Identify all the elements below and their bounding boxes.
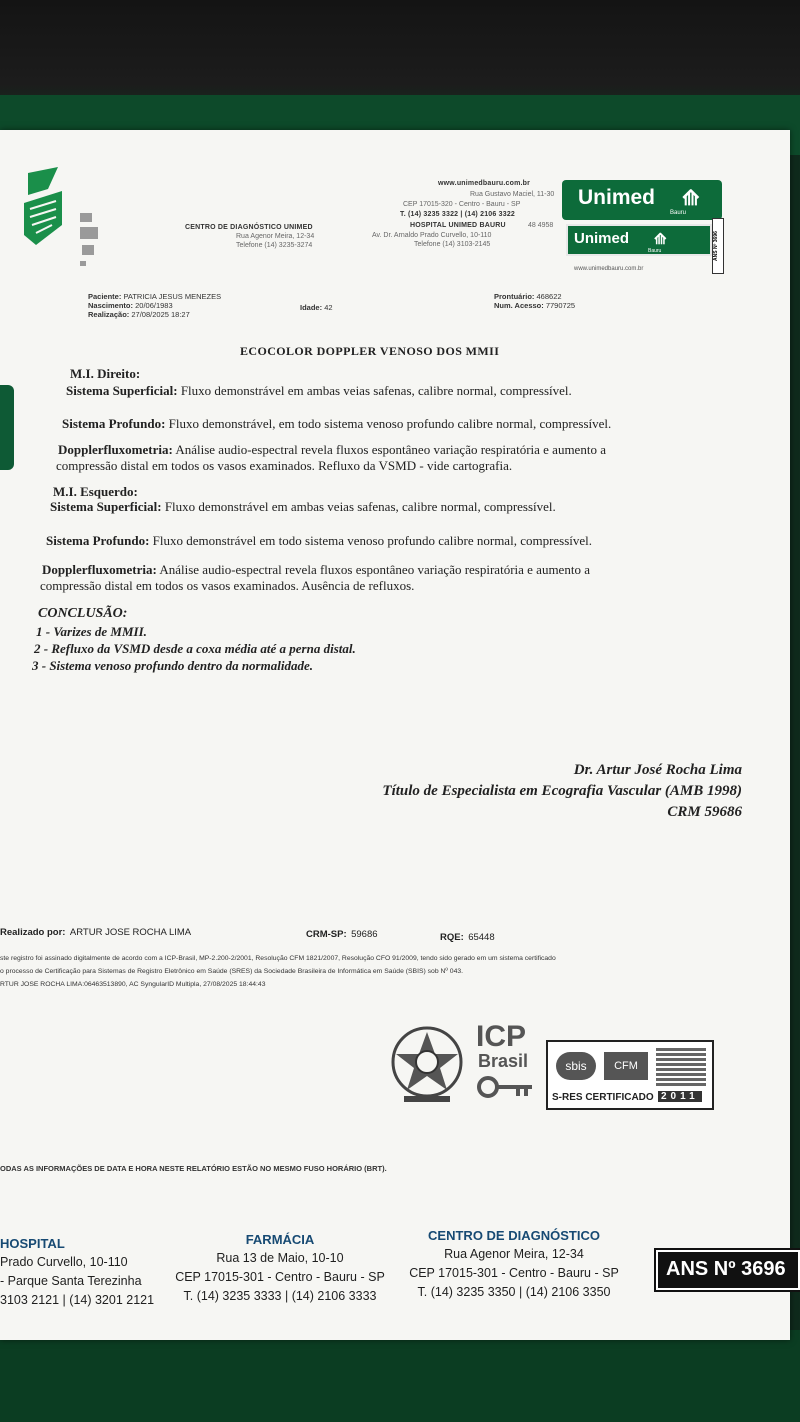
right-doppler-line bbox=[58, 442, 606, 457]
unimed-brand: Unimed bbox=[578, 186, 656, 209]
unimed-cep: CEP 17015-320 - Centro - Bauru - SP bbox=[403, 201, 521, 208]
record-value: 468622 bbox=[536, 292, 562, 301]
right-deep-line bbox=[62, 416, 611, 431]
patient-name: PATRICIA JESUS MENEZES bbox=[123, 292, 222, 301]
signature-block bbox=[300, 760, 742, 823]
access-label: Num. Acesso: bbox=[494, 301, 544, 310]
key-icon bbox=[476, 1074, 536, 1100]
certification-seals bbox=[386, 1020, 716, 1112]
footer-ans-badge: ANS Nº 3696 bbox=[656, 1250, 800, 1290]
desk-background-bottom bbox=[0, 1330, 800, 1422]
right-superficial-text: Fluxo demonstrável em ambas veias safenas, calibre normal, compressível. bbox=[177, 383, 572, 398]
crm-sp bbox=[306, 924, 378, 942]
crm-sp-value: 59686 bbox=[351, 929, 378, 940]
footer-pharmacy-line-1: Rua 13 de Maio, 10-10 bbox=[216, 1251, 344, 1265]
sres-year: 2011 bbox=[658, 1091, 702, 1102]
footer-pharmacy bbox=[165, 1230, 395, 1306]
unimed-brand-secondary: Unimed bbox=[574, 230, 630, 247]
rqe bbox=[440, 927, 495, 945]
unimed-symbol-icon: ⟰ bbox=[682, 187, 700, 210]
access-value: 7790725 bbox=[545, 301, 576, 310]
record-label: Prontuário: bbox=[494, 292, 535, 301]
report-title: ECOCOLOR DOPPLER VENOSO DOS MMII bbox=[240, 344, 500, 358]
certification-line-2: o processo de Certificação para Sistemas de Registro Eletrônico em Saúde (SRES) da Sociedade Brasileira de Informática em Saúde (SBIS) sob Nº 043. bbox=[0, 968, 464, 975]
seal-stripes bbox=[656, 1048, 706, 1086]
unimed-logo-main bbox=[562, 180, 722, 220]
unimed-city: Bauru bbox=[670, 210, 687, 216]
patient-block bbox=[88, 292, 221, 319]
unimed-logo-secondary bbox=[566, 224, 712, 256]
center-phone: Telefone (14) 3235-3274 bbox=[236, 242, 313, 249]
unimed-diagnostic-logo-icon bbox=[22, 165, 102, 270]
unimed-url-bottom: www.unimedbauru.com.br bbox=[574, 266, 644, 272]
left-superficial-line bbox=[50, 499, 556, 514]
certification-line-3: RTUR JOSE ROCHA LIMA:06463513890, AC SyngularID Multipla, 27/08/2025 18:44:43 bbox=[0, 981, 266, 988]
performed-label: Realizado por: bbox=[0, 927, 66, 938]
footer-hospital-title: HOSPITAL bbox=[0, 1236, 65, 1251]
rqe-label: RQE: bbox=[440, 932, 464, 943]
timezone-note: ODAS AS INFORMAÇÕES DE DATA E HORA NESTE RELATÓRIO ESTÃO NO MESMO FUSO HORÁRIO (BRT). bbox=[0, 1164, 387, 1173]
footer-hospital bbox=[0, 1234, 160, 1310]
birth-label: Nascimento: bbox=[88, 301, 134, 310]
certification-line-1: ste registro foi assinado digitalmente de acordo com a ICP-Brasil, MP-2.200-2/2001, Resolução CFM 1821/2007, Resolução CFO 91/2009, tendo sido gerado em um sistema certificado bbox=[0, 955, 556, 962]
left-doppler-text-1: Análise audio-espectral revela fluxos espontâneo variação respiratória e aumento a bbox=[156, 562, 590, 577]
unimed-address: Rua Gustavo Maciel, 11-30 bbox=[470, 191, 555, 198]
done-label: Realização: bbox=[88, 310, 130, 319]
certification-text bbox=[0, 952, 790, 991]
footer-pharmacy-title: FARMÁCIA bbox=[245, 1232, 315, 1247]
right-doppler-label: Dopplerfluxometria: bbox=[58, 442, 173, 457]
left-doppler-text-2: compressão distal em todos os vasos examinados. Ausência de refluxos. bbox=[40, 578, 415, 593]
performed-by bbox=[0, 922, 191, 940]
right-superficial-line bbox=[66, 383, 572, 398]
left-doppler-label: Dopplerfluxometria: bbox=[42, 562, 157, 577]
doctor-crm: CRM 59686 bbox=[667, 804, 742, 820]
birth-date: 20/06/1983 bbox=[135, 301, 173, 310]
unimed-city-secondary: Bauru bbox=[648, 248, 662, 254]
record-block bbox=[494, 292, 575, 310]
right-leg-heading: M.I. Direito: bbox=[70, 366, 141, 381]
conclusion-item-3: 3 - Sistema venoso profundo dentro da normalidade. bbox=[32, 658, 313, 673]
footer-diagnostic-line-3: T. (14) 3235 3350 | (14) 2106 3350 bbox=[417, 1285, 611, 1299]
left-leg-heading: M.I. Esquerdo: bbox=[53, 484, 138, 499]
left-superficial-text: Fluxo demonstrável em ambas veias safenas, calibre normal, compressível. bbox=[161, 499, 556, 514]
left-superficial-label: Sistema Superficial: bbox=[50, 499, 162, 514]
cfm-logo: CFM bbox=[604, 1052, 648, 1080]
footer-diagnostic bbox=[398, 1226, 630, 1302]
age-label: Idade: bbox=[300, 303, 323, 312]
patient-name-label: Paciente: bbox=[88, 292, 122, 301]
brasil-label: Brasil bbox=[478, 1051, 529, 1071]
left-deep-text: Fluxo demonstrável em todo sistema venoso profundo calibre normal, compressível. bbox=[149, 533, 593, 548]
footer-pharmacy-line-3: T. (14) 3235 3333 | (14) 2106 3333 bbox=[183, 1289, 377, 1303]
conclusion-item-2: 2 - Refluxo da VSMD desde a coxa média até a perna distal. bbox=[34, 641, 356, 656]
doctor-name: Dr. Artur José Rocha Lima bbox=[573, 762, 742, 778]
unimed-url-top: www.unimedbauru.com.br bbox=[438, 180, 531, 187]
footer-pharmacy-line-2: CEP 17015-301 - Centro - Bauru - SP bbox=[175, 1270, 385, 1284]
hospital-address: Av. Dr. Arnaldo Prado Curvello, 10-110 bbox=[372, 232, 492, 239]
folder-tab bbox=[0, 385, 14, 470]
hospital-title: HOSPITAL UNIMED BAURU bbox=[410, 222, 506, 229]
hospital-phone: Telefone (14) 3103-2145 bbox=[414, 241, 491, 248]
brasil-coat-of-arms-icon bbox=[386, 1020, 468, 1112]
center-address: Rua Agenor Meira, 12-34 bbox=[236, 233, 315, 240]
left-deep-line bbox=[46, 533, 592, 548]
ans-vertical-badge: ANS Nº 3696 bbox=[712, 218, 724, 274]
footer-hospital-line-2: - Parque Santa Terezinha bbox=[0, 1274, 142, 1288]
footer-diagnostic-line-1: Rua Agenor Meira, 12-34 bbox=[444, 1247, 584, 1261]
done-date: 27/08/2025 18:27 bbox=[131, 310, 190, 319]
unimed-logo bbox=[562, 180, 722, 272]
unimed-phone: T. (14) 3235 3322 | (14) 2106 3322 bbox=[400, 211, 516, 218]
right-deep-label: Sistema Profundo: bbox=[62, 416, 166, 431]
sbis-logo: sbis bbox=[556, 1052, 596, 1080]
conclusion-item-1: 1 - Varizes de MMII. bbox=[36, 624, 147, 639]
footer-diagnostic-title: CENTRO DE DIAGNÓSTICO bbox=[428, 1228, 600, 1243]
right-superficial-label: Sistema Superficial: bbox=[66, 383, 178, 398]
hospital-extra: 48 4958 bbox=[528, 222, 554, 229]
performed-name: ARTUR JOSE ROCHA LIMA bbox=[69, 927, 192, 938]
sres-seal bbox=[546, 1040, 714, 1110]
age-value: 42 bbox=[324, 303, 333, 312]
conclusion-heading: CONCLUSÃO: bbox=[38, 606, 128, 621]
footer-diagnostic-line-2: CEP 17015-301 - Centro - Bauru - SP bbox=[409, 1266, 619, 1280]
doctor-title: Título de Especialista em Ecografia Vascular (AMB 1998) bbox=[382, 783, 742, 799]
right-doppler-text-1: Análise audio-espectral revela fluxos espontâneo variação respiratória e aumento a bbox=[172, 442, 606, 457]
footer-hospital-line-1: Prado Curvello, 10-110 bbox=[0, 1255, 128, 1269]
unimed-symbol-secondary-icon: ⟰ bbox=[654, 231, 667, 248]
left-deep-label: Sistema Profundo: bbox=[46, 533, 150, 548]
age-block bbox=[300, 303, 333, 312]
crm-sp-label: CRM-SP: bbox=[306, 929, 347, 940]
footer-hospital-line-3: 3103 2121 | (14) 3201 2121 bbox=[0, 1293, 155, 1307]
icp-label: ICP bbox=[476, 1020, 527, 1053]
sres-certified: S-RES CERTIFICADO bbox=[552, 1092, 654, 1103]
right-doppler-text-2: compressão distal em todos os vasos examinados. Refluxo da VSMD - vide cartografia. bbox=[56, 458, 513, 473]
center-title: CENTRO DE DIAGNÓSTICO UNIMED bbox=[185, 224, 313, 231]
rqe-value: 65448 bbox=[468, 932, 495, 943]
left-doppler-line bbox=[42, 562, 590, 577]
right-deep-text: Fluxo demonstrável, em todo sistema venoso profundo calibre normal, compressível. bbox=[165, 416, 612, 431]
